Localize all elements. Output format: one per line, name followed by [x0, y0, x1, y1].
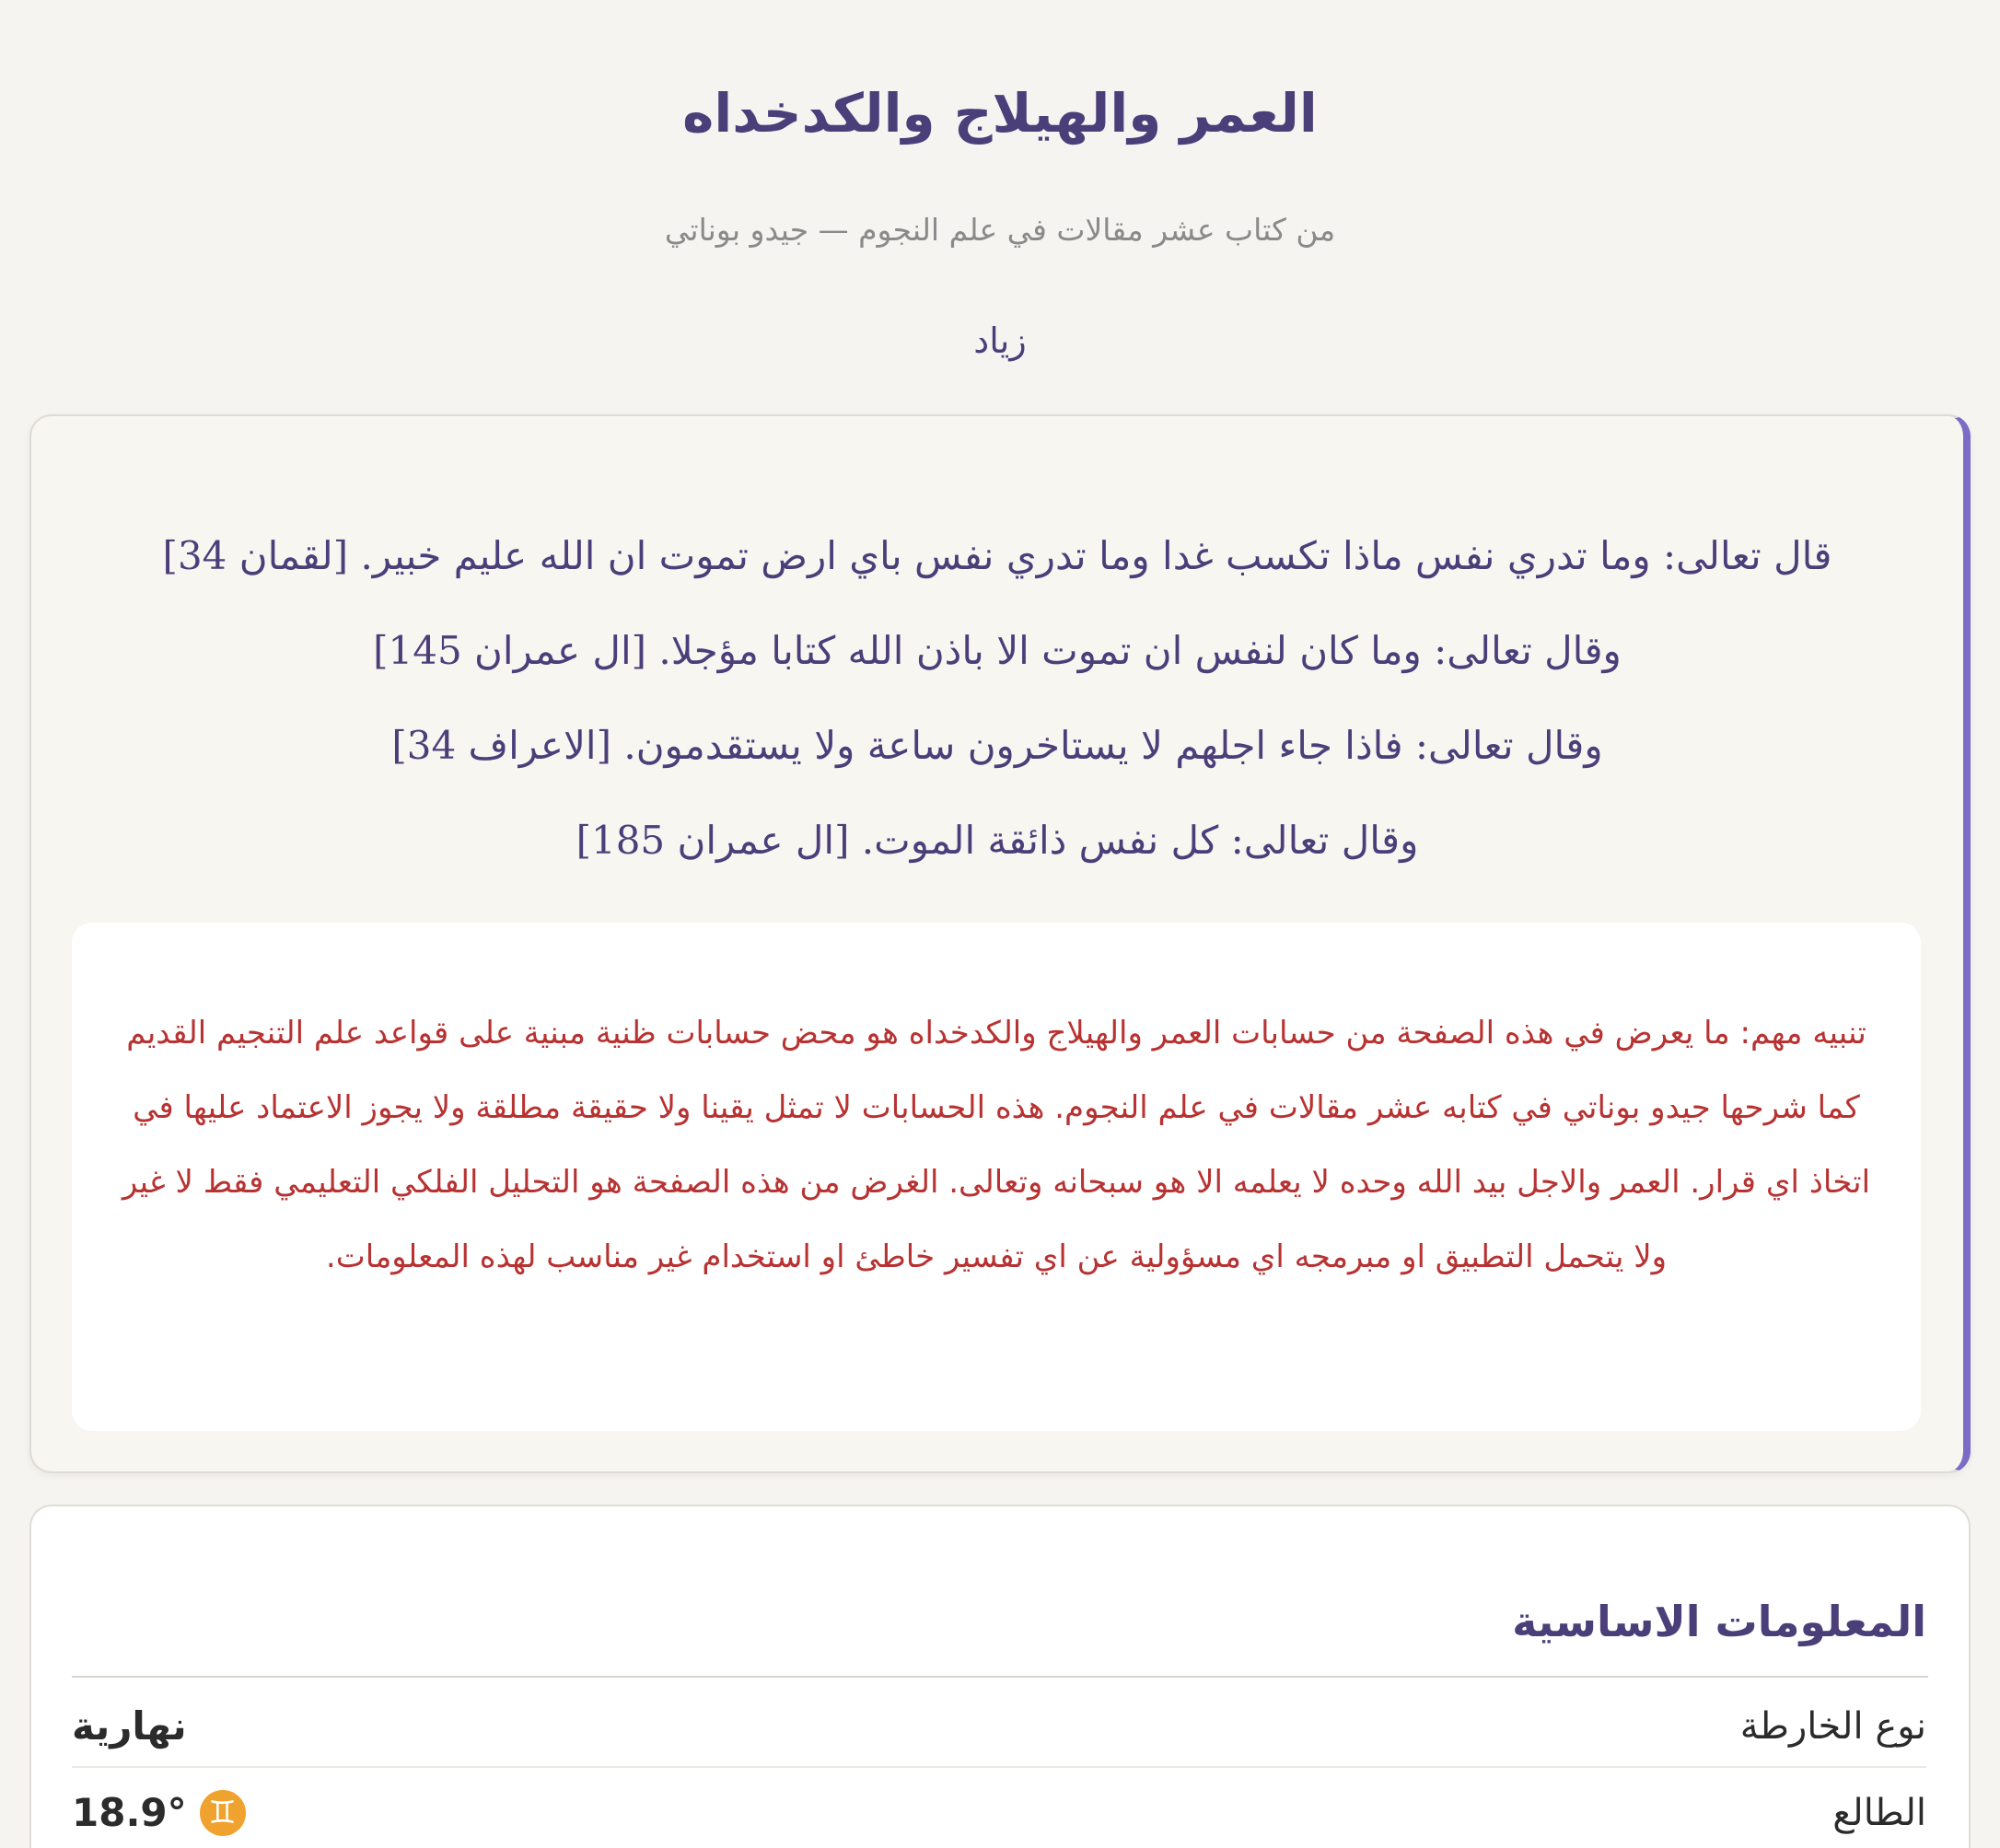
info-row-ascendant: [72, 1773, 1926, 1848]
basic-info-card: [29, 1505, 1971, 1848]
person-name: زياد: [973, 320, 1027, 361]
verses-list: [87, 508, 1908, 888]
chart-type-value: [72, 1687, 187, 1766]
ascendant-value: [72, 1773, 246, 1848]
verses-card: [29, 414, 1971, 1473]
verse-luqman-34: قال تعالى: وما تدري نفس ماذا تكسب غدا وما تدري نفس باي ارض تموت ان الله عليم خبير. [لقمان 34]: [162, 533, 1832, 578]
verse-al-imran-145: وقال تعالى: وما كان لنفس ان تموت الا باذن الله كتابا مؤجلا. [ال عمران 145]: [373, 628, 1622, 673]
verse-al-imran-185: وقال تعالى: كل نفس ذائقة الموت. [ال عمران 185]: [576, 818, 1419, 863]
basic-info-title: المعلومات الاساسية: [1512, 1597, 1926, 1646]
ascendant-label: الطالع: [1832, 1792, 1926, 1834]
warning-notice: تنبيه مهم: ما يعرض في هذه الصفحة من حسابات العمر والهيلاج والكدخداه هو محض حسابات ظنية مبنية على قواعد علم التنجيم القديم كما شرحها جيدو بوناتي في كتابه عشر مقالات في علم النجوم. هذه الحسابات لا تمثل يقينا ولا حقيقة مطلقة ولا يجوز الاعتماد عليها في اتخاذ اي قرار. العمر والاجل بيد الله وحده لا يعلمه الا هو سبحانه وتعالى. الغرض من هذه الصفحة هو التحليل الفلكي التعليمي فقط لا غير ولا يتحمل التطبيق او مبرمجه اي مسؤولية عن اي تفسير خاطئ او استخدام غير مناسب لهذه المعلومات.: [72, 923, 1921, 1431]
chart-type-value-text: نهارية: [72, 1703, 187, 1749]
ascendant-degree: 18.9°: [72, 1790, 187, 1835]
basic-info-divider: [72, 1676, 1928, 1678]
page-title: العمر والهيلاج والكدخداه: [682, 82, 1318, 145]
verse-al-araf-34: وقال تعالى: فاذا جاء اجلهم لا يستاخرون ساعة ولا يستقدمون. [الاعراف 34]: [391, 723, 1603, 768]
info-row-chart-type: [72, 1687, 1926, 1768]
chart-type-label: نوع الخارطة: [1739, 1705, 1926, 1748]
page-subtitle: من كتاب عشر مقالات في علم النجوم — جيدو بوناتي: [664, 212, 1336, 248]
gemini-icon: ♊: [200, 1790, 246, 1836]
